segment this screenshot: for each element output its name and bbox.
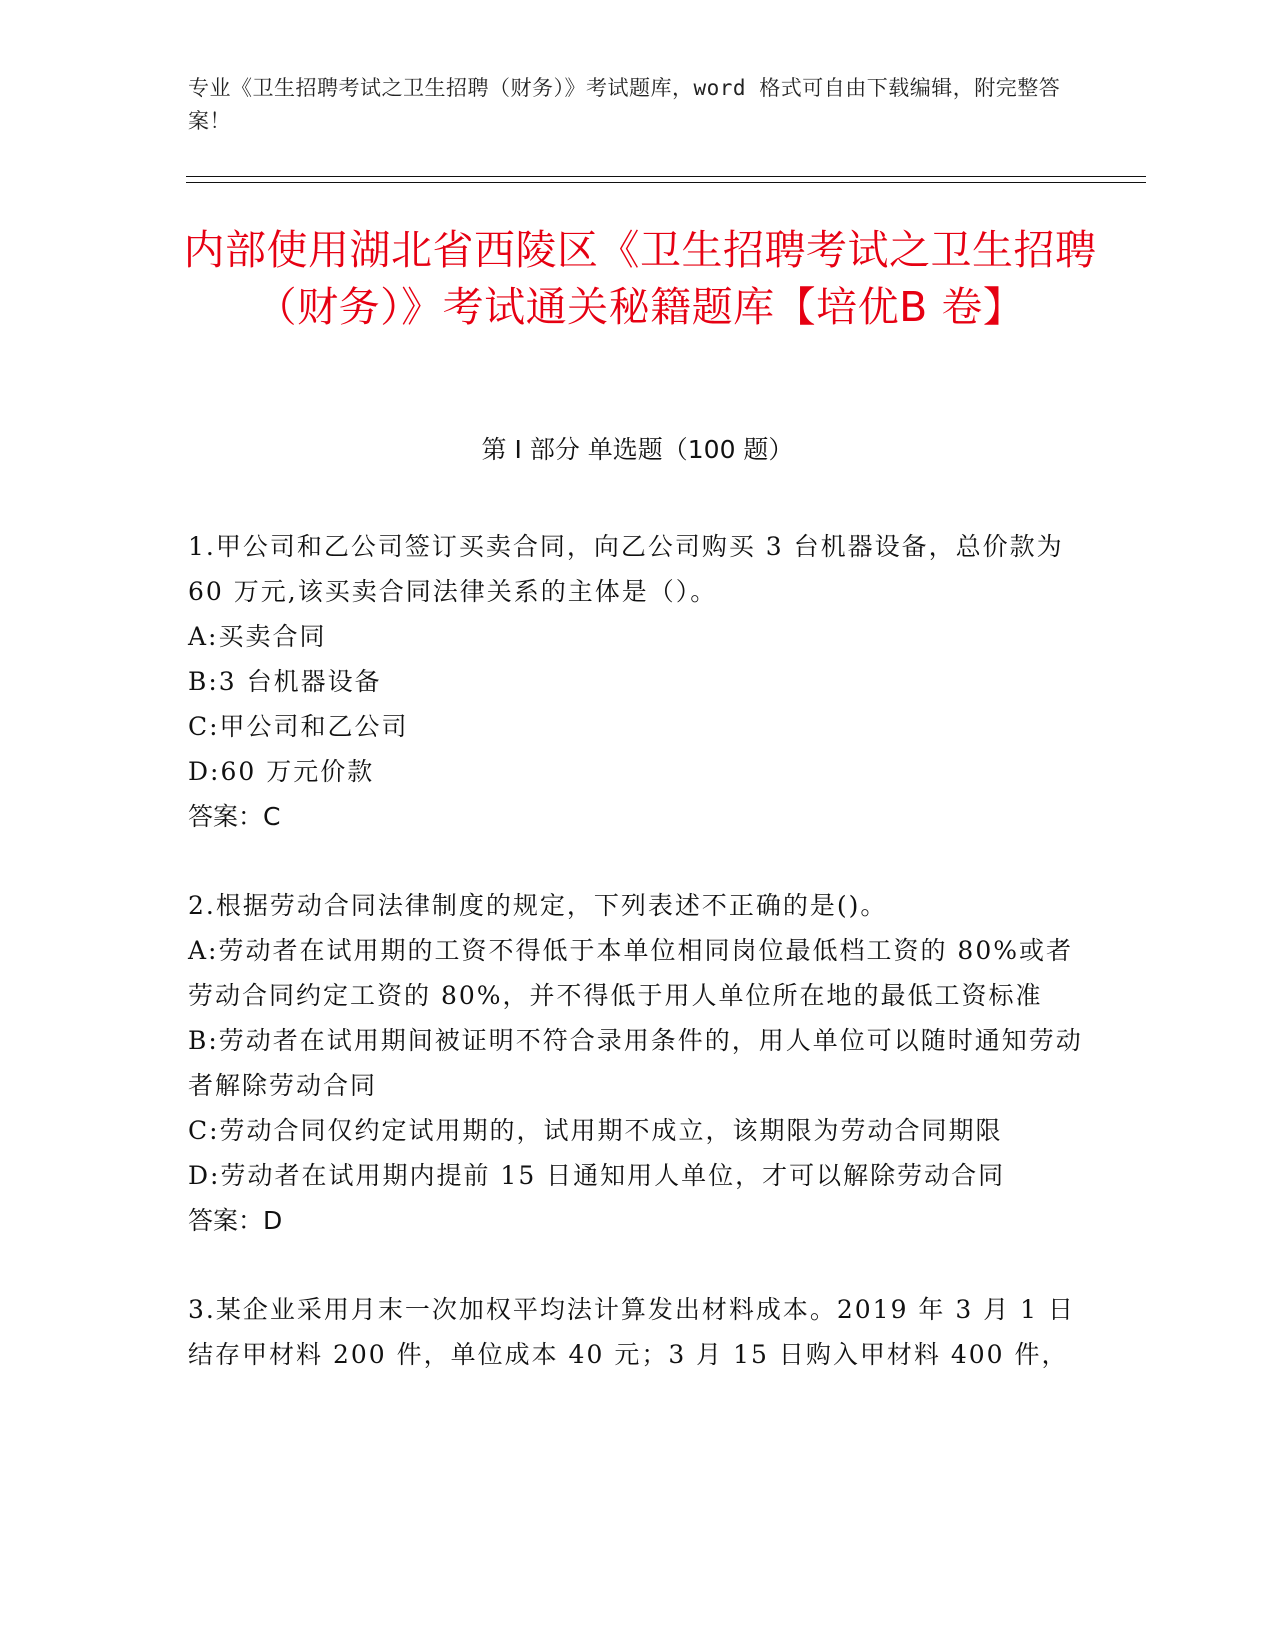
question-3 xyxy=(188,1287,1088,1377)
header-note: 专业《卫生招聘考试之卫生招聘（财务）》考试题库，word 格式可自由下载编辑，附完整答案！ xyxy=(188,76,1061,133)
option-a: A:买卖合同 xyxy=(188,622,327,651)
answer: 答案：D xyxy=(188,1206,283,1235)
section-heading: 第 I 部分 单选题（100 题） xyxy=(481,435,794,464)
header-divider-top xyxy=(186,176,1146,177)
option-a: A:劳动者在试用期的工资不得低于本单位相同岗位最低档工资的 80%或者劳动合同约定工资的 80%，并不得低于用人单位所在地的最低工资标准 xyxy=(188,936,1073,1010)
question-stem: 3.某企业采用月末一次加权平均法计算发出材料成本。2019 年 3 月 1 日结存甲材料 200 件，单位成本 40 元；3 月 15 日购入甲材料 400 件， xyxy=(188,1295,1076,1369)
question-stem: 1.甲公司和乙公司签订买卖合同，向乙公司购买 3 台机器设备，总价款为 60 万元,该买卖合同法律关系的主体是（）。 xyxy=(188,532,1064,606)
document-title: 内部使用湖北省西陵区《卫生招聘考试之卫生招聘（财务）》考试通关秘籍题库【培优B 卷】 xyxy=(183,226,1097,331)
question-2 xyxy=(188,883,1088,1243)
option-c: C:甲公司和乙公司 xyxy=(188,712,409,741)
option-b: B:3 台机器设备 xyxy=(188,667,382,696)
option-d: D:劳动者在试用期内提前 15 日通知用人单位，才可以解除劳动合同 xyxy=(188,1161,1006,1190)
option-b: B:劳动者在试用期间被证明不符合录用条件的，用人单位可以随时通知劳动者解除劳动合同 xyxy=(188,1026,1083,1100)
question-stem: 2.根据劳动合同法律制度的规定，下列表述不正确的是()。 xyxy=(188,891,888,920)
header-divider-bottom xyxy=(186,182,1146,183)
answer: 答案：C xyxy=(188,802,281,831)
question-1 xyxy=(188,524,1088,839)
option-c: C:劳动合同仅约定试用期的，试用期不成立，该期限为劳动合同期限 xyxy=(188,1116,1003,1145)
question-list xyxy=(188,524,1088,1421)
option-d: D:60 万元价款 xyxy=(188,757,375,786)
